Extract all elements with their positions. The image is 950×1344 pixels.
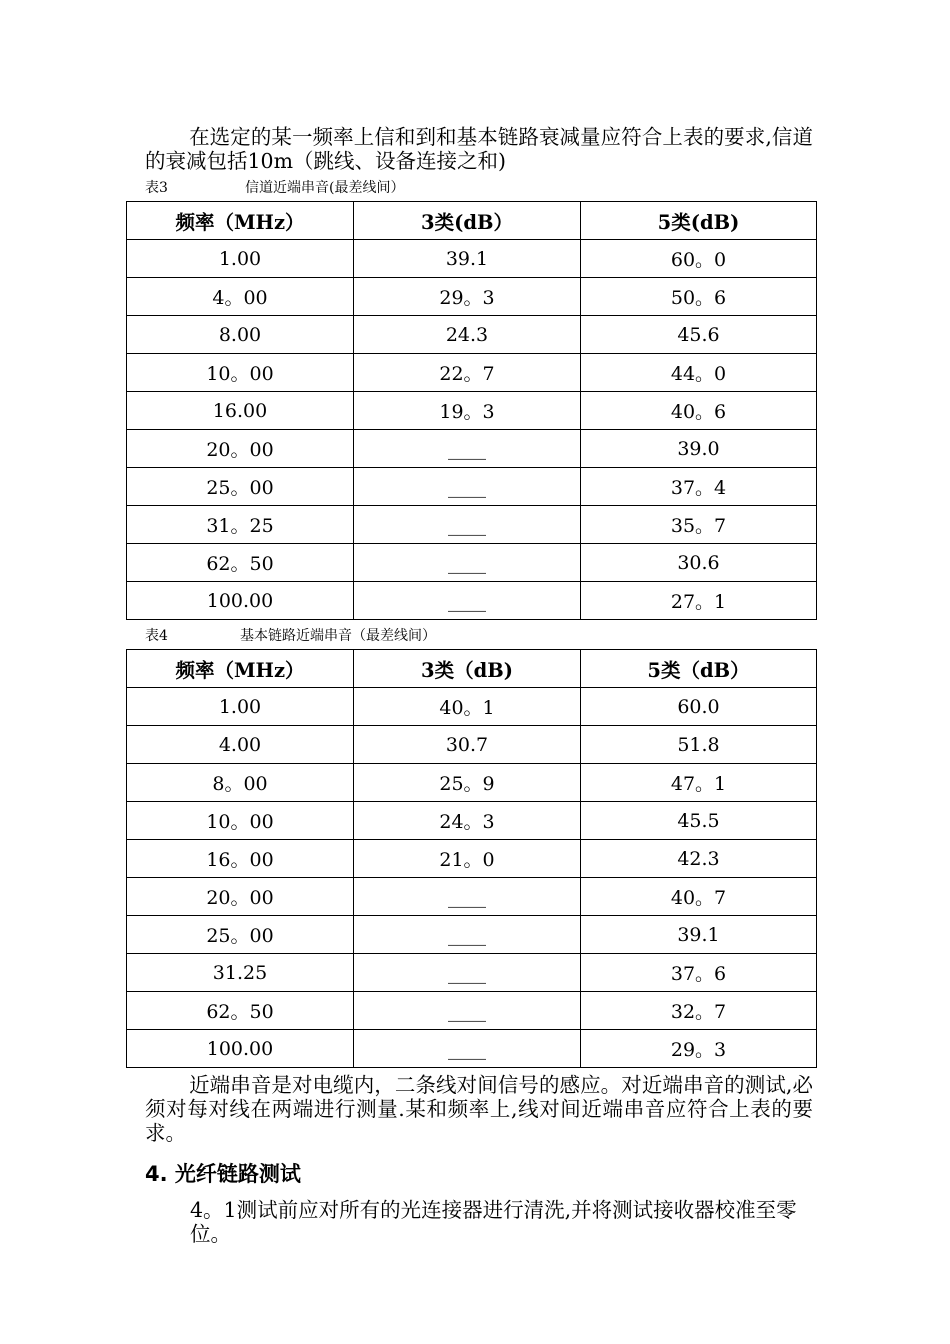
table3-caption (145, 179, 404, 197)
table-row (127, 354, 817, 392)
table-cell: 39.1 (581, 916, 817, 954)
table-row (127, 992, 817, 1030)
table3 (126, 201, 817, 620)
table-cell: 62。50 (127, 544, 354, 582)
table-cell: 31.25 (127, 954, 354, 992)
table-row (127, 764, 817, 802)
table-cell: 39.0 (581, 430, 817, 468)
table-cell: 4。00 (127, 278, 354, 316)
table-row (127, 954, 817, 992)
table-cell: 35。7 (581, 506, 817, 544)
table-cell: 8。00 (127, 764, 354, 802)
table-cell: 45.6 (581, 316, 817, 354)
table-cell: 8.00 (127, 316, 354, 354)
intro-paragraph: 在选定的某一频率上信和到和基本链路衰减量应符合上表的要求,信道的衰减包括10m（跳线、设备连接之和) (145, 125, 813, 173)
table-cell: 24.3 (354, 316, 581, 354)
table-cell: ____ (354, 992, 581, 1030)
table4-caption (145, 627, 436, 645)
table-cell: 44。0 (581, 354, 817, 392)
table-row (127, 392, 817, 430)
table-cell: 42.3 (581, 840, 817, 878)
table-cell: ____ (354, 468, 581, 506)
table-cell: 10。00 (127, 354, 354, 392)
table-cell: ____ (354, 506, 581, 544)
table-cell: 4.00 (127, 726, 354, 764)
table-row (127, 430, 817, 468)
table-cell: 27。1 (581, 582, 817, 620)
table-cell: 16。00 (127, 840, 354, 878)
table-cell: ____ (354, 582, 581, 620)
table-cell: 22。7 (354, 354, 581, 392)
table-cell: ____ (354, 1030, 581, 1068)
table-cell: 29。3 (581, 1030, 817, 1068)
table-cell: 19。3 (354, 392, 581, 430)
table-cell: 50。6 (581, 278, 817, 316)
table-cell: 16.00 (127, 392, 354, 430)
table-row (127, 688, 817, 726)
table-cell: 100.00 (127, 1030, 354, 1068)
table-row (127, 544, 817, 582)
table3-header-freq: 频率（MHz） (127, 202, 354, 240)
table-row (127, 506, 817, 544)
table-cell: 40。7 (581, 878, 817, 916)
table-row (127, 802, 817, 840)
table-row (127, 468, 817, 506)
table-cell: 60.0 (581, 688, 817, 726)
table-row (127, 278, 817, 316)
table4-header-freq: 频率（MHz） (127, 650, 354, 688)
table-row (127, 916, 817, 954)
table-cell: 30.6 (581, 544, 817, 582)
table-cell: 10。00 (127, 802, 354, 840)
table-cell: 1.00 (127, 240, 354, 278)
table4-header-cat3: 3类（dB) (354, 650, 581, 688)
table-cell: 100.00 (127, 582, 354, 620)
table-cell: 31。25 (127, 506, 354, 544)
table-cell: 45.5 (581, 802, 817, 840)
table-row (127, 240, 817, 278)
table-cell: 39.1 (354, 240, 581, 278)
table-cell: 32。7 (581, 992, 817, 1030)
table4-title: 基本链路近端串音（最差线间） (240, 628, 436, 644)
table-cell: 47。1 (581, 764, 817, 802)
table-cell: 25。9 (354, 764, 581, 802)
table4-number: 表4 (145, 628, 168, 644)
table-row (127, 726, 817, 764)
table-cell: 30.7 (354, 726, 581, 764)
table3-number: 表3 (145, 180, 168, 196)
table4-header-cat5: 5类（dB） (581, 650, 817, 688)
table-cell: ____ (354, 954, 581, 992)
table-cell: 40。6 (581, 392, 817, 430)
table-cell: 21。0 (354, 840, 581, 878)
table-cell: ____ (354, 916, 581, 954)
table-cell: 60。0 (581, 240, 817, 278)
table-row (127, 582, 817, 620)
table-cell: 1.00 (127, 688, 354, 726)
table-cell: 20。00 (127, 878, 354, 916)
table-cell: ____ (354, 430, 581, 468)
table-cell: 20。00 (127, 430, 354, 468)
table-cell: 25。00 (127, 468, 354, 506)
table4 (126, 649, 817, 1068)
table3-title: 信道近端串音(最差线间） (245, 180, 405, 196)
crosstalk-paragraph: 近端串音是对电缆内，二条线对间信号的感应。对近端串音的测试,必须对每对线在两端进行测量.某和频率上,线对间近端串音应符合上表的要求。 (145, 1073, 813, 1145)
table3-header-row (127, 202, 817, 240)
table-cell: 29。3 (354, 278, 581, 316)
table-cell: 51.8 (581, 726, 817, 764)
table-cell: 25。00 (127, 916, 354, 954)
table-cell: 37。4 (581, 468, 817, 506)
table3-header-cat5: 5类(dB) (581, 202, 817, 240)
section-paragraph: 4。1测试前应对所有的光连接器进行清洗,并将测试接收器校准至零位。 (190, 1198, 797, 1246)
table-row (127, 316, 817, 354)
table4-header-row (127, 650, 817, 688)
section-heading: 4. 光纤链路测试 (145, 1162, 301, 1186)
table-cell: 37。6 (581, 954, 817, 992)
table-row (127, 1030, 817, 1068)
table-cell: 24。3 (354, 802, 581, 840)
table-cell: 62。50 (127, 992, 354, 1030)
table-row (127, 840, 817, 878)
table-cell: 40。1 (354, 688, 581, 726)
table-cell: ____ (354, 878, 581, 916)
table-cell: ____ (354, 544, 581, 582)
table-row (127, 878, 817, 916)
table3-header-cat3: 3类(dB） (354, 202, 581, 240)
